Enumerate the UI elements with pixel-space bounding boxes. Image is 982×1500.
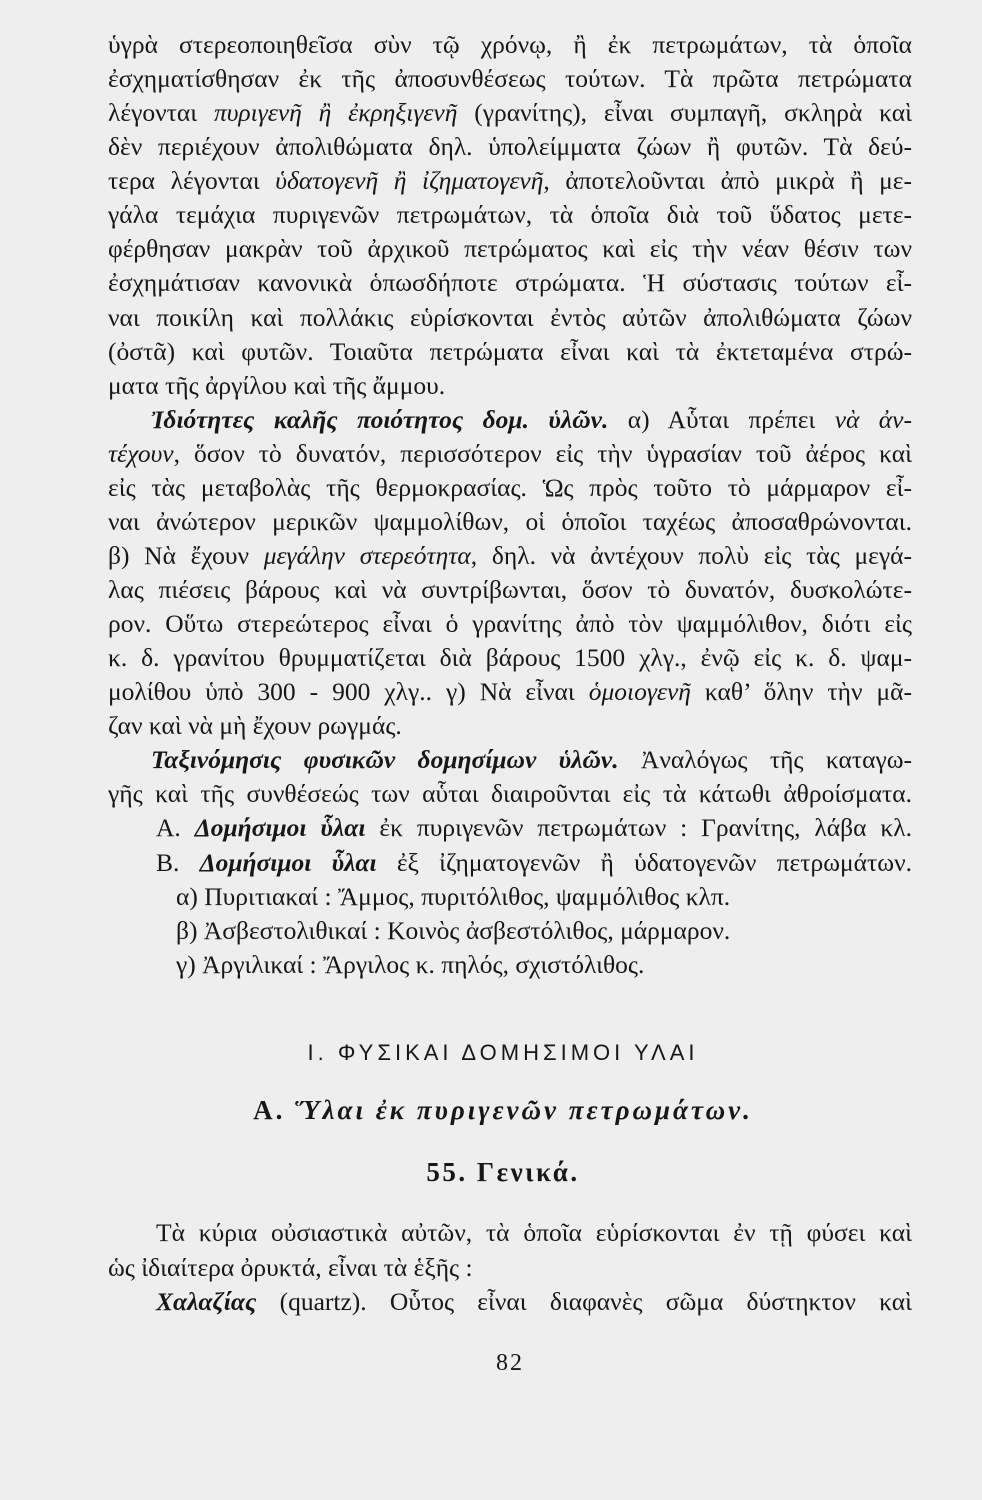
line-text: ματα τῆς ἀργίλου καὶ τῆς ἄμμου. <box>108 370 446 400</box>
text-line <box>108 62 912 96</box>
text-line <box>108 641 912 675</box>
page-number: 82 <box>496 1350 524 1376</box>
line-text: λας πιέσεις βάρους καὶ νὰ συντρίβωνται, ὅσον τὸ δυνατόν, δυσκολώτε- <box>108 575 912 604</box>
subsection-label: Α. <box>253 1095 286 1125</box>
line-text: ναι ἀνώτερον μερικῶν ψαμμολίθων, οἱ ὁποῖοι ταχέως ἀποσαθρώνονται. <box>108 506 912 536</box>
italic-term: ὑδατογενῆ ἢ ἰζηματογενῆ <box>275 166 544 196</box>
line-text: , ὅσον τὸ δυνατόν, περισσότερον εἰς τὴν ὑγρασίαν τοῦ ἀέρος καὶ <box>173 438 912 468</box>
subsection-title: Ὕλαι ἐκ πυριγενῶν πετρωμάτων. <box>295 1095 753 1125</box>
body-text <box>108 28 912 982</box>
line-text: γῆς καὶ τῆς συνθέσεώς των αὗται διαιροῦνται εἰς τὰ κάτωθι ἀθροίσματα. <box>108 779 912 809</box>
text-line <box>108 232 912 266</box>
line-text: ἐσχημάτισαν κανονικὰ ὁπωσδήποτε στρώματα. Ἡ σύστασις τούτων εἶ- <box>108 268 912 298</box>
sub-list-item <box>108 880 912 914</box>
text-line <box>108 198 912 232</box>
article-heading: 55. Γενικά. <box>426 1157 580 1187</box>
text-line <box>108 369 912 403</box>
line-text: ἐσχηματίσθησαν ἐκ τῆς ἀποσυνθέσεως τούτων. Τὰ πρῶτα πετρώματα <box>108 64 912 94</box>
text-line <box>108 1285 912 1320</box>
line-text: τερα λέγονται <box>108 166 276 196</box>
italic-term: ὁμοιογενῆ <box>588 677 691 707</box>
line-text: ὑγρὰ στερεοποιηθεῖσα σὺν τῷ χρόνῳ, ἢ ἐκ πετρωμάτων, τὰ ὁποῖα <box>108 30 912 59</box>
line-text: ζαν καὶ νὰ μὴ ἔχουν ρωγμάς. <box>108 711 402 741</box>
list-marker: Β. <box>156 847 200 877</box>
italic-term: πυριγενῆ ἢ ἐκρηξιγενῆ <box>213 98 458 128</box>
run-in-heading: Ἰδιότητες καλῆς ποιότητος δομ. ὑλῶν. <box>151 404 609 434</box>
line-text: (quartz). Οὗτος εἶναι διαφανὲς σῶμα δύστηκτον καὶ <box>256 1287 912 1316</box>
bold-italic-term: Δομήσιμοι ὗλαι <box>199 847 377 877</box>
text-line <box>108 1216 912 1251</box>
text-line <box>108 505 912 539</box>
sub-list-item <box>108 914 912 948</box>
line-text: γ) Ἀργιλικαί : Ἄργιλος κ. πηλός, σχιστόλιθος. <box>176 949 645 979</box>
line-text: κ. δ. γρανίτου θρυμματίζεται διὰ βάρους 1500 χλγ., ἐνῷ εἰς κ. δ. ψαμ- <box>108 643 912 673</box>
text-line <box>108 777 912 811</box>
text-line <box>108 471 912 505</box>
italic-term: μεγάλην στερεότητα <box>263 540 471 570</box>
text-line <box>108 539 912 573</box>
text-line <box>108 28 912 62</box>
line-text: α) Αὗται πρέπει <box>608 404 835 434</box>
text-line <box>108 607 912 641</box>
line-text: ναι ποικίλη καὶ πολλάκις εὑρίσκονται ἐντὸς αὐτῶν ἀπολιθώματα ζώων <box>108 302 912 332</box>
text-line <box>108 335 912 369</box>
text-line <box>108 437 912 471</box>
line-text: (γρανίτης), εἶναι συμπαγῆ, σκληρὰ καὶ <box>457 98 912 128</box>
line-text: ἐξ ἰζηματογενῶν ἢ ὑδατογενῶν πετρωμάτων. <box>376 847 912 877</box>
text-line <box>108 164 912 198</box>
list-item <box>108 811 912 845</box>
line-text: καθ’ ὅλην τὴν μᾶ- <box>690 677 912 707</box>
text-line <box>108 301 912 335</box>
line-text: , ἀποτελοῦνται ἀπὸ μικρὰ ἢ με- <box>543 166 912 196</box>
line-text: δὲν περιέχουν ἀπολιθώματα δηλ. ὑπολείμματα ζώων ἢ φυτῶν. Τὰ δεύ- <box>108 132 912 162</box>
line-text: (ὀστᾶ) καὶ φυτῶν. Τοιαῦτα πετρώματα εἶναι καὶ τὰ ἐκτεταμένα στρώ- <box>108 336 912 366</box>
line-text: β) Νὰ ἔχουν <box>108 540 264 570</box>
line-text: Ἀναλόγως τῆς καταγω- <box>618 745 912 775</box>
line-text: α) Πυριτιακαί : Ἄμμος, πυριτόλιθος, ψαμμόλιθος κλπ. <box>176 881 731 911</box>
text-line <box>108 403 912 437</box>
bold-italic-term: Δομήσιμοι ὗλαι <box>194 813 366 843</box>
line-text: εἰς τὰς μεταβολὰς τῆς θερμοκρασίας. Ὡς πρὸς τοῦτο τὸ μάρμαρον εἶ- <box>108 472 912 502</box>
text-line <box>108 96 912 130</box>
italic-term: νὰ ἀν- <box>834 404 912 434</box>
text-line <box>108 130 912 164</box>
text-line <box>108 675 912 709</box>
text-line <box>108 266 912 300</box>
line-text: φέρθησαν μακρὰν τοῦ ἀρχικοῦ πετρώματος καὶ εἰς τὴν νέαν θέσιν των <box>108 234 912 264</box>
subsection-heading <box>100 1093 906 1127</box>
line-text: ὡς ἰδιαίτερα ὀρυκτά, εἶναι τὰ ἑξῆς : <box>108 1252 473 1282</box>
text-line <box>108 573 912 607</box>
line-text: γάλα τεμάχια πυριγενῶν πετρωμάτων, τὰ ὁποῖα διὰ τοῦ ὕδατος μετε- <box>108 200 912 230</box>
line-text: λέγονται <box>108 98 214 128</box>
line-text: β) Ἀσβεστολιθικαί : Κοινὸς ἀσβεστόλιθος, μάρμαρον. <box>176 915 731 945</box>
list-marker: Α. <box>156 813 195 843</box>
line-text: ἐκ πυριγενῶν πετρωμάτων : Γρανίτης, λάβα κλ. <box>365 813 912 843</box>
run-in-heading: Ταξινόμησις φυσικῶν δομησίμων ὑλῶν. <box>151 745 619 775</box>
line-text: μολίθου ὑπὸ 300 - 900 χλγ.. γ) Νὰ εἶναι <box>108 677 589 707</box>
line-text: , δηλ. νὰ ἀντέχουν πολὺ εἰς τὰς μεγά- <box>470 540 912 570</box>
italic-term: τέχουν <box>108 438 174 468</box>
run-in-heading: Χαλαζίας <box>156 1287 257 1316</box>
article-text <box>108 1216 912 1320</box>
text-line <box>108 709 912 743</box>
text-line <box>108 1251 912 1286</box>
sub-list-item <box>108 948 912 982</box>
text-line <box>108 743 912 777</box>
line-text: Τὰ κύρια οὐσιαστικὰ αὐτῶν, τὰ ὁποῖα εὑρίσκονται ἐν τῇ φύσει καὶ <box>156 1218 912 1247</box>
line-text: ρον. Οὕτω στερεώτερος εἶναι ὁ γρανίτης ἀπὸ τὸν ψαμμόλιθον, διότι εἰς <box>108 609 912 639</box>
section-heading: I. ΦΥΣΙΚΑΙ ΔΟΜΗΣΙΜΟΙ ΥΛΑΙ <box>307 1040 699 1065</box>
list-item <box>108 846 912 880</box>
